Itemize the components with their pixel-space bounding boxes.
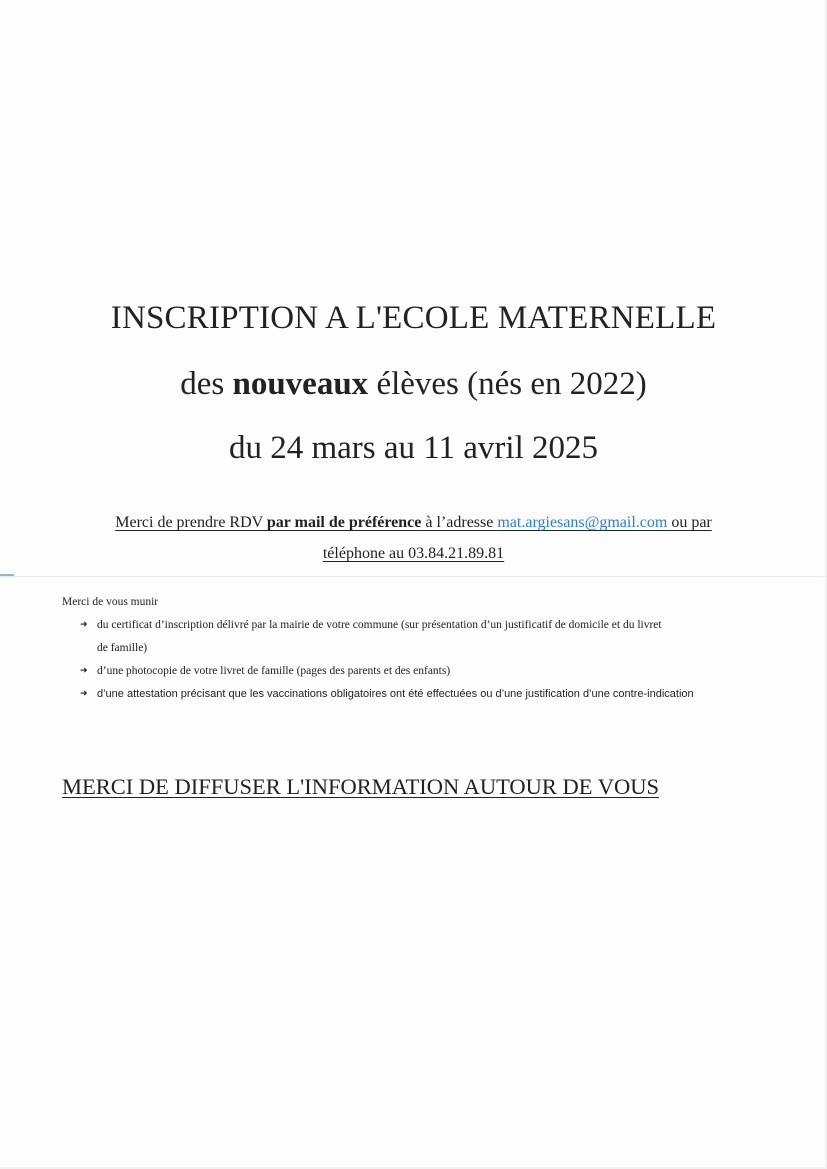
page-title: INSCRIPTION A L'ECOLE MATERNELLE bbox=[110, 300, 717, 336]
scan-divider bbox=[0, 576, 827, 577]
subtitle-dates: du 24 mars au 11 avril 2025 bbox=[228, 430, 599, 466]
contact-bold: par mail de préférence bbox=[266, 514, 422, 531]
contact-phone: téléphone au 03.84.21.89.81 bbox=[322, 545, 505, 562]
contact-middle: à l’adresse bbox=[421, 514, 498, 531]
requirements-list bbox=[80, 614, 780, 706]
list-item: ➜ d’une attestation précisant que les vaccinations obligatoires ont été effectuées ou d’une justification d’une contre-indication bbox=[80, 683, 780, 706]
subtitle-prefix: des bbox=[180, 366, 233, 402]
list-item: ➜ d’une photocopie de votre livret de famille (pages des parents et des enfants) bbox=[80, 660, 780, 683]
email-link[interactable]: mat.argiesans@gmail.com bbox=[497, 514, 668, 531]
contact-suffix: ou par bbox=[667, 514, 712, 531]
contact-prefix: Merci de prendre RDV bbox=[115, 514, 267, 531]
list-item-continuation: de famille) bbox=[97, 642, 148, 654]
subtitle-students bbox=[0, 366, 827, 403]
arrow-right-icon: ➜ bbox=[80, 620, 88, 630]
arrow-right-icon: ➜ bbox=[80, 666, 88, 676]
subtitle-suffix: élèves (nés en 2022) bbox=[368, 366, 647, 402]
arrow-right-icon: ➜ bbox=[80, 689, 88, 699]
scan-mark bbox=[0, 574, 14, 576]
list-item: ➜ du certificat d’inscription délivré par la mairie de votre commune (sur présentation d’un justificatif de domicile et du livret bbox=[80, 614, 780, 637]
requirements-intro: Merci de vous munir bbox=[62, 596, 159, 608]
share-info-message: MERCI DE DIFFUSER L'INFORMATION AUTOUR DE VOUS bbox=[62, 774, 660, 799]
contact-instructions bbox=[0, 514, 827, 532]
subtitle-bold-word: nouveaux bbox=[232, 366, 369, 402]
